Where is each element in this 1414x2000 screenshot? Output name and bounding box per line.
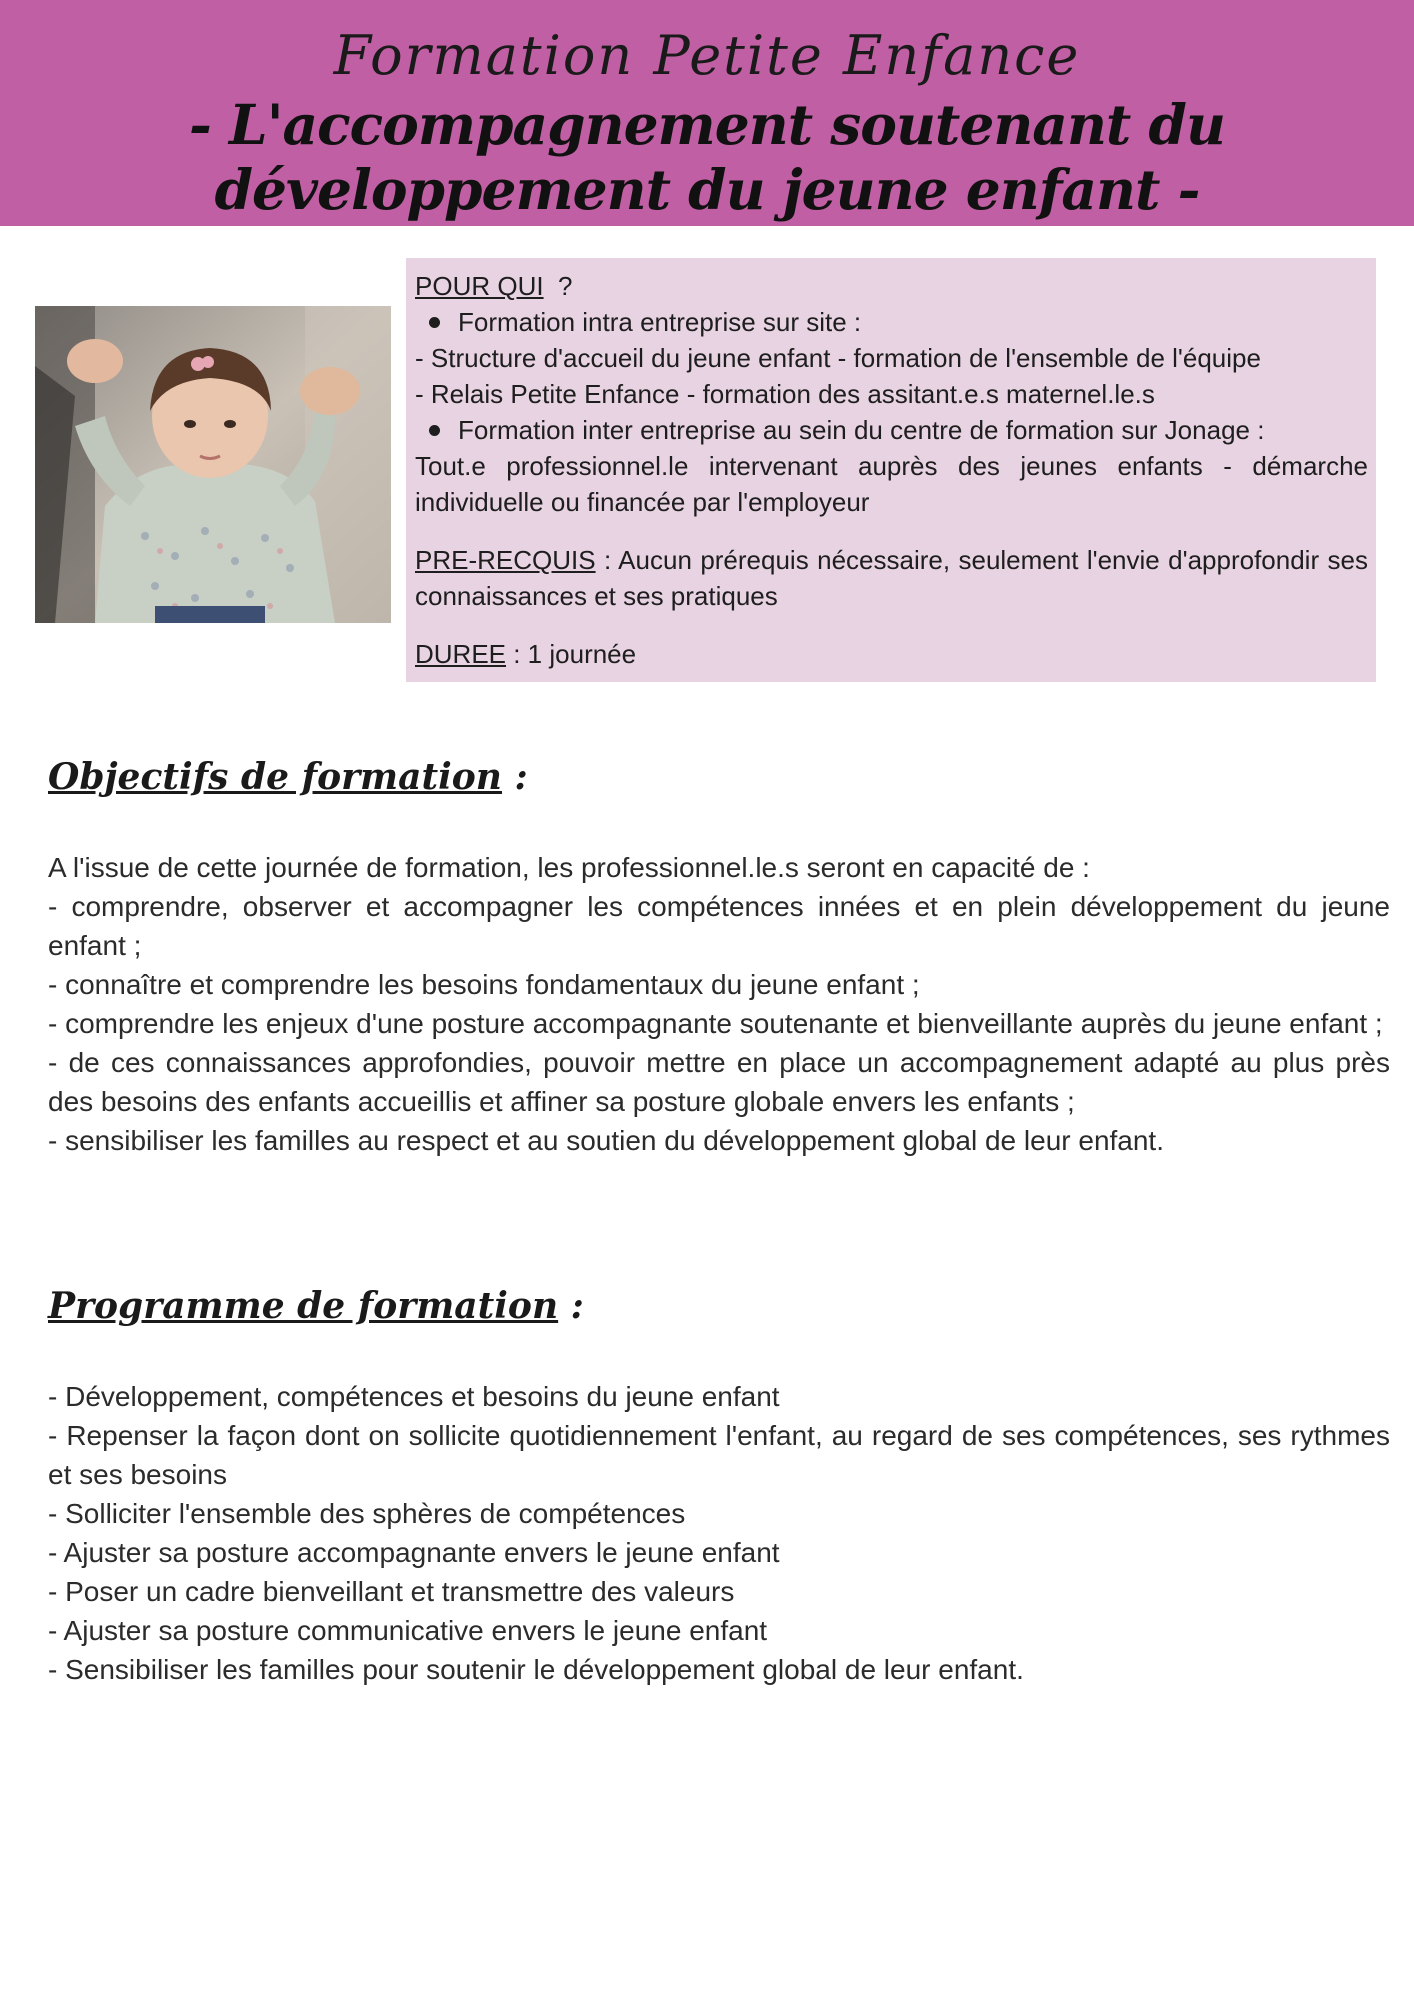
objectifs-line: - connaître et comprendre les besoins fondamentaux du jeune enfant ; — [48, 969, 920, 1000]
programme-suffix: : — [558, 1285, 584, 1327]
bullet-dot-icon — [429, 317, 440, 328]
pour-qui-line — [415, 268, 1368, 304]
programme-heading — [48, 1285, 584, 1327]
child-photo-illustration — [35, 306, 391, 623]
objectifs-line: - de ces connaissances approfondies, pouvoir mettre en place un accompagnement adapté au plus près des besoins des enfants accueillis et affiner sa posture globale envers les enfants ; — [48, 1047, 1390, 1117]
bullet-dot-icon — [429, 425, 440, 436]
programme-line: - Sensibiliser les familles pour soutenir le développement global de leur enfant. — [48, 1654, 1024, 1685]
inter-line: Tout.e professionnel.le intervenant auprès des jeunes enfants - démarche individuelle ou financée par l'employeur — [415, 451, 1368, 517]
pour-qui-label: POUR QUI — [415, 271, 544, 301]
bullet-intra — [415, 304, 1368, 340]
intra-line-2: - Relais Petite Enfance - formation des assitant.e.s maternel.le.s — [415, 379, 1155, 409]
pour-qui-suffix: ? — [543, 271, 573, 301]
prerequis-line — [415, 542, 1368, 614]
objectifs-suffix: : — [501, 756, 528, 798]
objectifs-body — [48, 848, 1390, 1160]
programme-title: Programme de formation — [48, 1285, 559, 1327]
duree-line — [415, 636, 1368, 672]
programme-line: - Développement, compétences et besoins du jeune enfant — [48, 1381, 780, 1412]
objectifs-line: - sensibiliser les familles au respect et au soutien du développement global de leur enfant. — [48, 1125, 1164, 1156]
programme-line: - Ajuster sa posture accompagnante envers le jeune enfant — [48, 1537, 780, 1568]
objectifs-line: - comprendre les enjeux d'une posture accompagnante soutenante et bienveillante auprès du jeune enfant ; — [48, 1008, 1383, 1039]
programme-body — [48, 1377, 1390, 1689]
bullet-inter — [415, 412, 1368, 448]
header-banner — [0, 0, 1414, 226]
info-box — [406, 258, 1376, 682]
objectifs-title: Objectifs de formation — [48, 756, 502, 798]
bullet-inter-text: Formation inter entreprise au sein du centre de formation sur Jonage : — [458, 415, 1265, 445]
child-photo — [35, 306, 391, 623]
page-title: Formation Petite Enfance — [333, 24, 1081, 87]
duree-text: : 1 journée — [506, 639, 637, 669]
duree-label: DUREE — [415, 639, 507, 669]
intra-line-1: - Structure d'accueil du jeune enfant - formation de l'ensemble de l'équipe — [415, 343, 1261, 373]
prerequis-label: PRE-RECQUIS — [415, 545, 596, 575]
programme-line: - Solliciter l'ensemble des sphères de compétences — [48, 1498, 686, 1529]
programme-line: - Ajuster sa posture communicative envers le jeune enfant — [48, 1615, 768, 1646]
prerequis-text: : Aucun prérequis nécessaire, seulement l'envie d'approfondir ses connaissances et ses pratiques — [415, 545, 1368, 611]
page-subtitle: - L'accompagnement soutenant du développement du jeune enfant - — [189, 92, 1225, 222]
objectifs-line: - comprendre, observer et accompagner les compétences innées et en plein développement du jeune enfant ; — [48, 891, 1390, 961]
bullet-intra-text: Formation intra entreprise sur site : — [458, 307, 862, 337]
objectifs-line: A l'issue de cette journée de formation, les professionnel.le.s seront en capacité de : — [48, 852, 1090, 883]
programme-line: - Repenser la façon dont on sollicite quotidiennement l'enfant, au regard de ses compétences, ses rythmes et ses besoins — [48, 1420, 1390, 1490]
programme-line: - Poser un cadre bienveillant et transmettre des valeurs — [48, 1576, 735, 1607]
objectifs-heading — [48, 756, 528, 798]
